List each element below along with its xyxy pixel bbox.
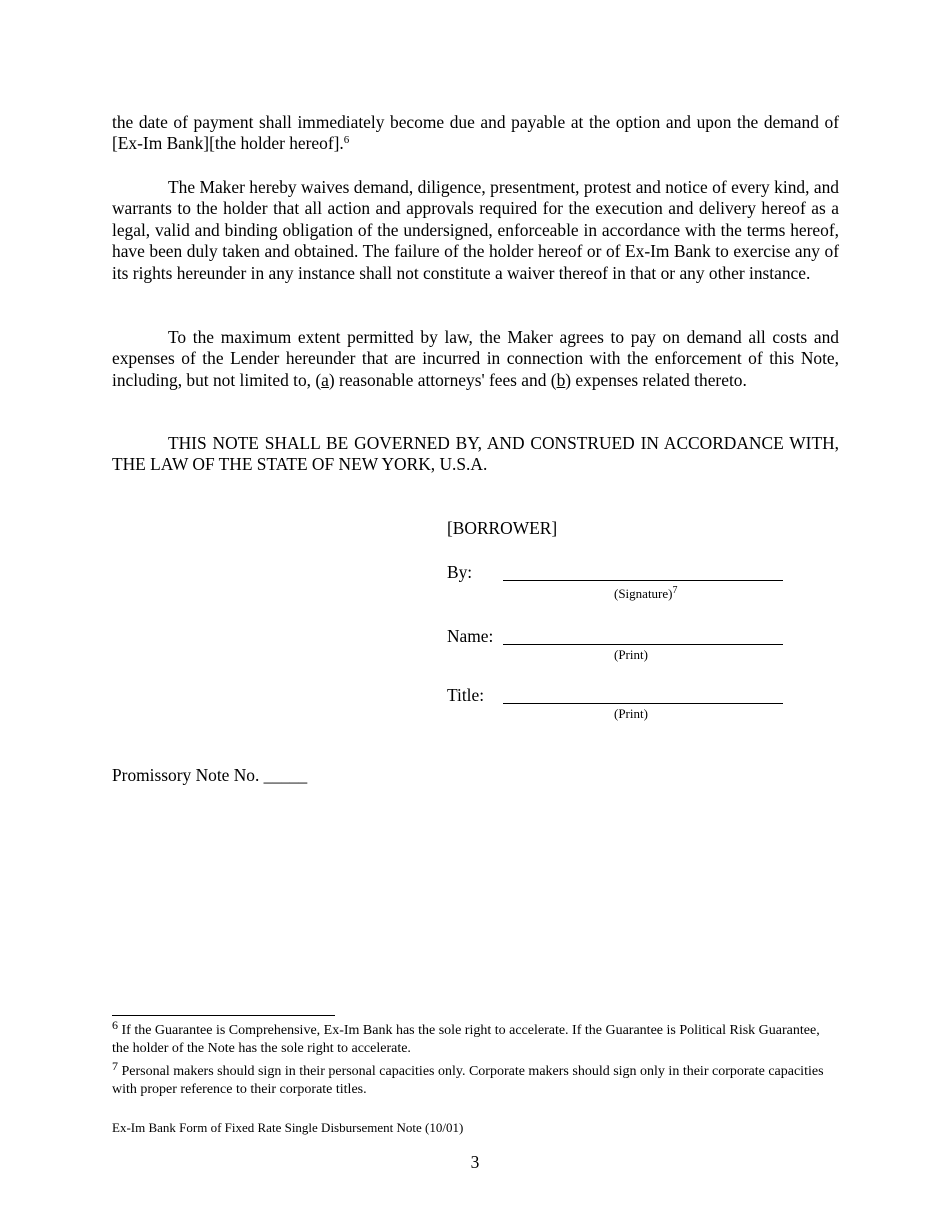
signature-caption [614, 587, 677, 601]
paragraph-costs-part-1: To the maximum extent permitted by law, the Maker agrees to pay on demand all costs and expenses of the Lender hereunder that are incurred in connection with the enforcement of this Note, including, but not limited to, ( [112, 327, 839, 390]
footnote-6-text: If the Guarantee is Comprehensive, Ex-Im Bank has the sole right to accelerate. If the Guarantee is Political Risk Guarantee, the holder of the Note has the sole right to accelerate. [112, 1023, 820, 1056]
item-letter-b: b [556, 369, 566, 390]
footnote-separator [112, 1015, 335, 1016]
by-label: By: [447, 562, 473, 582]
item-letter-a: a [321, 369, 329, 390]
footnote-7-marker: 7 [112, 1059, 118, 1073]
paragraph-costs [112, 327, 839, 391]
paragraph-costs-part-2: ) reasonable attorneys' fees and ( [328, 369, 557, 390]
paragraph-acceleration [112, 112, 839, 155]
title-line[interactable] [503, 703, 783, 704]
footnote-6-marker: 6 [112, 1018, 118, 1032]
name-caption: (Print) [614, 647, 648, 662]
signature-caption-text: (Signature) [614, 586, 673, 601]
promissory-note-number: Promissory Note No. _____ [112, 765, 308, 785]
paragraph-governing-law: THIS NOTE SHALL BE GOVERNED BY, AND CONSTRUED IN ACCORDANCE WITH, THE LAW OF THE STATE OF NEW YORK, U.S.A. [112, 433, 839, 475]
paragraph-costs-part-3: ) expenses related thereto. [565, 369, 747, 390]
signature-line[interactable] [503, 580, 783, 581]
footnote-ref-6[interactable]: 6 [343, 134, 350, 147]
title-label: Title: [447, 685, 485, 705]
name-label: Name: [447, 626, 494, 646]
borrower-label: [BORROWER] [447, 518, 558, 538]
form-footer: Ex-Im Bank Form of Fixed Rate Single Disbursement Note (10/01) [112, 1120, 464, 1135]
title-caption: (Print) [614, 706, 648, 721]
footnote-ref-7[interactable]: 7 [672, 585, 678, 596]
footnote-7 [112, 1059, 839, 1099]
name-line[interactable] [503, 644, 783, 645]
footnote-7-text: Personal makers should sign in their personal capacities only. Corporate makers should sign only in their corporate capacities with proper reference to their corporate titles. [112, 1064, 824, 1097]
paragraph-waiver: The Maker hereby waives demand, diligence, presentment, protest and notice of every kind, and warrants to the holder that all action and approvals required for the execution and delivery hereof as a legal, valid and binding obligation of the undersigned, enforceable in accordance with the terms hereof, have been duly taken and obtained. The failure of the holder hereof or of Ex-Im Bank to exercise any of its rights hereunder in any instance shall not constitute a waiver thereof in that or any other instance. [112, 177, 839, 283]
footnote-6 [112, 1018, 839, 1058]
page-number: 3 [470, 1152, 480, 1172]
paragraph-acceleration-text: the date of payment shall immediately become due and payable at the option and upon the demand of [Ex-Im Bank][the holder hereof]. [112, 112, 839, 154]
